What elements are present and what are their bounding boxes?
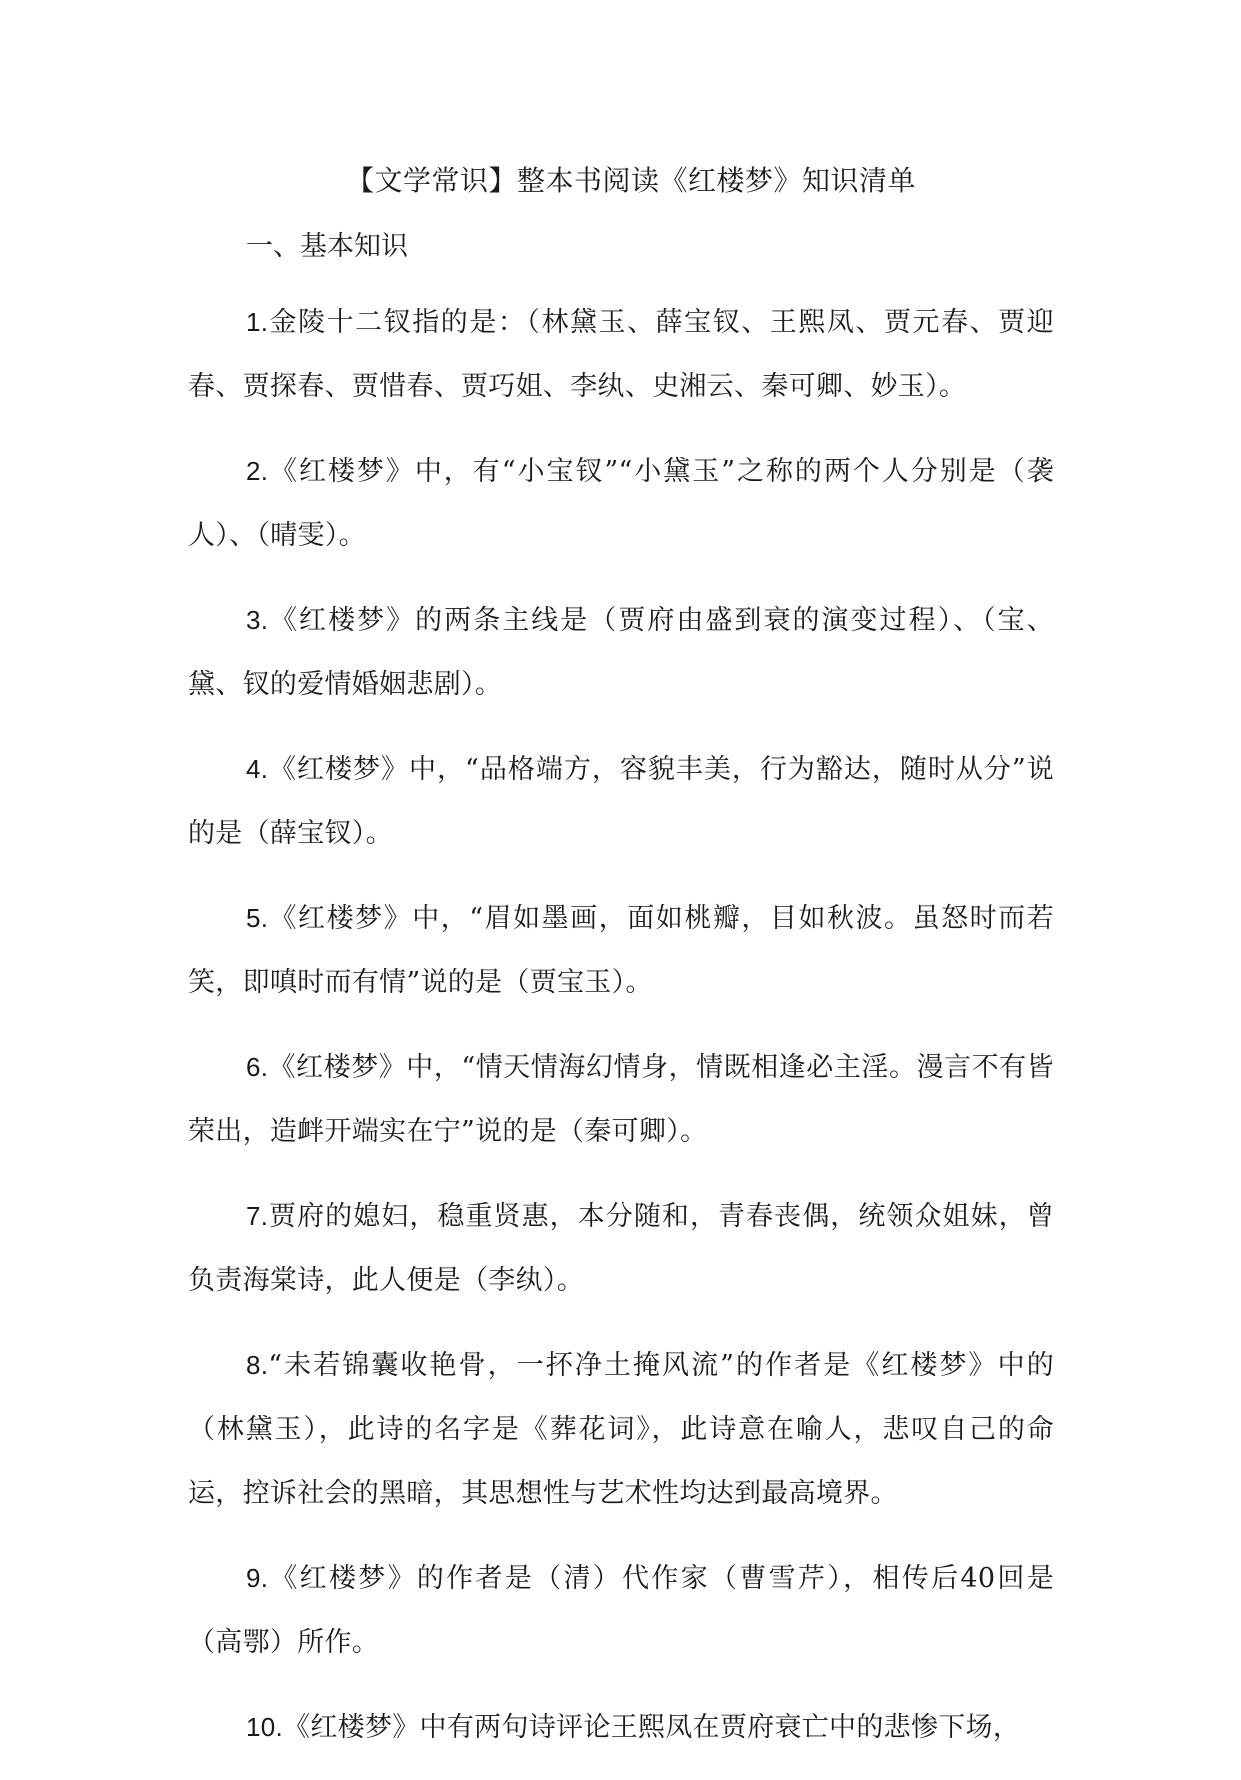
item-number: 2. xyxy=(246,456,269,486)
item-text: 贾府的媳妇，稳重贤惠，本分随和，青春丧偶，统领众姐妹，曾负责海棠诗，此人便是（李纨）。 xyxy=(188,1201,1054,1296)
list-item xyxy=(188,737,1054,866)
document-title: 【文学常识】整本书阅读《红楼梦》知识清单 xyxy=(345,164,916,197)
item-text: 《红楼梦》的作者是（清）代作家（曹雪芹），相传后40回是（高鄂）所作。 xyxy=(188,1563,1054,1658)
list-item xyxy=(188,439,1054,568)
item-text: “未若锦囊收艳骨，一抔净土掩风流”的作者是《红楼梦》中的（林黛玉），此诗的名字是《葬花词》，此诗意在喻人，悲叹自己的命运，控诉社会的黑暗，其思想性与艺术性均达到最高境界。 xyxy=(188,1350,1054,1509)
list-item xyxy=(188,1035,1054,1164)
item-number: 1. xyxy=(246,307,269,337)
item-number: 3. xyxy=(246,605,269,635)
section-heading: 一、基本知识 xyxy=(246,231,408,262)
list-item xyxy=(188,1184,1054,1313)
list-item xyxy=(188,1333,1054,1526)
item-text: 《红楼梦》中，“情天情海幻情身，情既相逢必主淫。漫言不有皆荣出，造衅开端实在宁”说的是（秦可卿）。 xyxy=(188,1052,1054,1147)
list-item xyxy=(188,886,1054,1015)
list-item xyxy=(188,588,1054,717)
item-number: 7. xyxy=(246,1201,269,1231)
item-number: 6. xyxy=(246,1052,269,1082)
document-body xyxy=(188,158,1054,1780)
item-text: 《红楼梦》中，“品格端方，容貌丰美，行为豁达，随时从分”说的是（薛宝钗）。 xyxy=(188,754,1054,849)
item-text: 《红楼梦》中，“眉如墨画，面如桃瓣，目如秋波。虽怒时而若笑，即嗔时而有情”说的是（贾宝玉）。 xyxy=(188,903,1054,998)
list-item xyxy=(188,1695,1054,1760)
item-number: 10. xyxy=(246,1712,284,1742)
item-text: 《红楼梦》的两条主线是（贾府由盛到衰的演变过程）、（宝、黛、钗的爱情婚姻悲剧）。 xyxy=(188,605,1054,700)
item-number: 8. xyxy=(246,1350,269,1380)
item-text: 《红楼梦》中，有“小宝钗”“小黛玉”之称的两个人分别是（袭人）、（晴雯）。 xyxy=(188,456,1054,551)
list-item xyxy=(188,1546,1054,1675)
list-item xyxy=(188,290,1054,419)
item-number: 9. xyxy=(246,1563,269,1593)
item-text: 《红楼梦》中有两句诗评论王熙凤在贾府衰亡中的悲惨下场， xyxy=(283,1712,1021,1743)
item-number: 4. xyxy=(246,754,269,784)
item-text: 金陵十二钗指的是：（林黛玉、薛宝钗、王熙凤、贾元春、贾迎春、贾探春、贾惜春、贾巧姐、李纨、史湘云、秦可卿、妙玉）。 xyxy=(188,307,1054,402)
item-number: 5. xyxy=(246,903,269,933)
